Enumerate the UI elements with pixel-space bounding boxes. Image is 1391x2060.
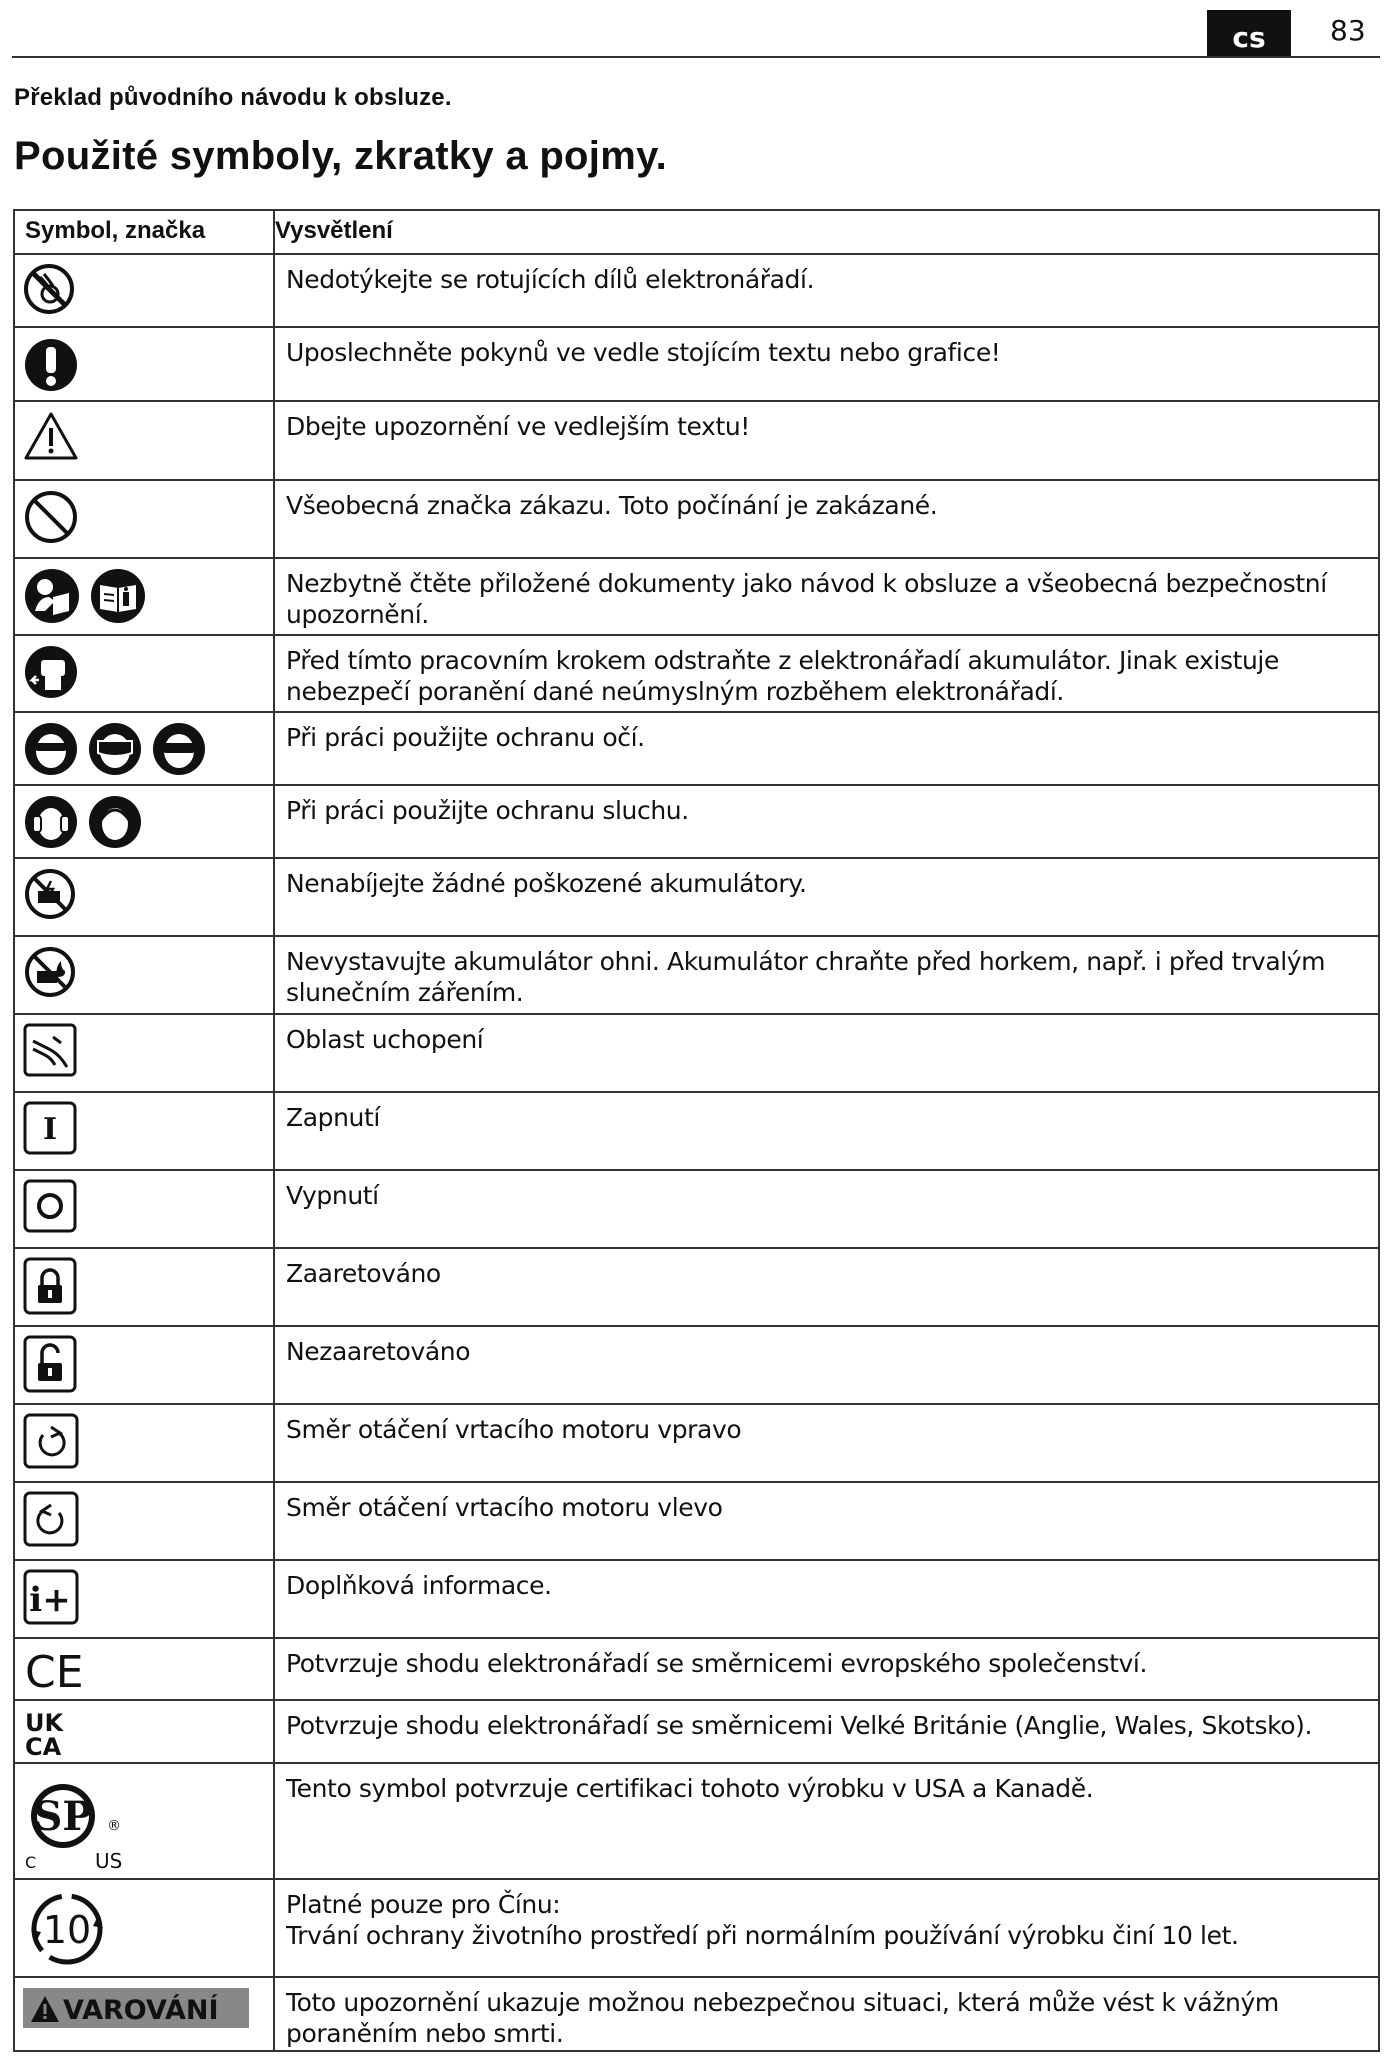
svg-text:US: US xyxy=(95,1849,123,1872)
svg-text:SP: SP xyxy=(33,1793,93,1840)
row-text: Uposlechněte pokynů ve vedle stojícím textu nebo grafice! xyxy=(274,327,1379,401)
prohibition-icon xyxy=(23,489,79,545)
switch-off-icon xyxy=(23,1179,77,1233)
grip-area-icon xyxy=(23,1023,77,1077)
table-row xyxy=(14,480,1379,558)
row-text: Tento symbol potvrzuje certifikaci tohoto výrobku v USA a Kanadě. xyxy=(274,1763,1379,1879)
table-row xyxy=(14,327,1379,401)
table-row xyxy=(14,635,1379,712)
ear-protection-icon xyxy=(23,794,79,850)
svg-text:CE: CE xyxy=(25,1647,84,1693)
svg-text:VAROVÁNÍ: VAROVÁNÍ xyxy=(63,1995,219,2026)
row-text: Směr otáčení vrtacího motoru vlevo xyxy=(274,1482,1379,1560)
document-subtitle: Překlad původního návodu k obsluze. xyxy=(14,84,452,111)
table-row xyxy=(14,1404,1379,1482)
table-row xyxy=(14,1248,1379,1326)
page-title: Použité symboly, zkratky a pojmy. xyxy=(14,134,668,178)
header-rule xyxy=(12,56,1380,58)
row-text: Při práci použijte ochranu očí. xyxy=(274,712,1379,785)
table-row xyxy=(14,1879,1379,1977)
row-text: Nenabíjejte žádné poškozené akumulátory. xyxy=(274,858,1379,936)
rotate-right-icon xyxy=(23,1413,79,1469)
rotate-left-icon xyxy=(23,1491,79,1547)
row-text: Směr otáčení vrtacího motoru vpravo xyxy=(274,1404,1379,1482)
row-text: Nevystavujte akumulátor ohni. Akumulátor chraňte před horkem, např. i před trvalým slunečním zářením. xyxy=(274,936,1379,1014)
row-text: Potvrzuje shodu elektronářadí se směrnicemi Velké Británie (Anglie, Wales, Skotsko). xyxy=(274,1700,1379,1763)
eye-protection-icon xyxy=(23,721,79,777)
row-text: Nezbytně čtěte přiložené dokumenty jako návod k obsluze a všeobecná bezpečnostní upozornění. xyxy=(274,558,1379,635)
china-10-years-icon xyxy=(23,1888,111,1970)
table-row xyxy=(14,1560,1379,1638)
row-text: Platné pouze pro Čínu: Trvání ochrany životního prostředí při normálním používání výrobku činí 10 let. xyxy=(274,1879,1379,1977)
ukca-mark-icon xyxy=(23,1709,73,1759)
no-fire-battery-icon xyxy=(23,945,77,999)
table-row xyxy=(14,785,1379,858)
language-badge: cs xyxy=(1207,10,1291,58)
info-plus-icon xyxy=(23,1569,79,1625)
table-row xyxy=(14,1170,1379,1248)
locked-icon xyxy=(23,1257,77,1315)
row-text: Doplňková informace. xyxy=(274,1560,1379,1638)
no-damaged-battery-charging-icon xyxy=(23,867,77,921)
manual-book-icon xyxy=(89,567,147,625)
row-text: Dbejte upozornění ve vedlejším textu! xyxy=(274,401,1379,480)
table-row xyxy=(14,1763,1379,1879)
table-row xyxy=(14,1700,1379,1763)
table-row xyxy=(14,858,1379,936)
row-text: Oblast uchopení xyxy=(274,1014,1379,1092)
ear-muffs-icon xyxy=(87,794,143,850)
remove-battery-icon xyxy=(23,644,79,700)
row-text: Toto upozornění ukazuje možnou nebezpečnou situaci, která může vést k vážným poraněním nebo smrti. xyxy=(274,1977,1379,2051)
table-row xyxy=(14,1014,1379,1092)
svg-text:C: C xyxy=(25,1853,37,1872)
svg-text:CA: CA xyxy=(25,1733,62,1759)
face-shield-icon xyxy=(87,721,143,777)
table-row xyxy=(14,936,1379,1014)
table-row xyxy=(14,1092,1379,1170)
svg-text:10: 10 xyxy=(42,1908,92,1952)
table-row xyxy=(14,1326,1379,1404)
ce-mark-icon xyxy=(23,1647,87,1693)
row-text: Vypnutí xyxy=(274,1170,1379,1248)
warning-label-icon xyxy=(23,1986,249,2032)
row-text: Všeobecná značka zákazu. Toto počínání je zakázané. xyxy=(274,480,1379,558)
table-row xyxy=(14,1977,1379,2051)
do-not-touch-rotating-icon xyxy=(23,263,75,315)
exclamation-icon xyxy=(23,336,79,394)
symbols-table xyxy=(13,209,1380,2052)
row-text: Při práci použijte ochranu sluchu. xyxy=(274,785,1379,858)
svg-text:®: ® xyxy=(107,1818,121,1834)
row-text: Potvrzuje shodu elektronářadí se směrnicemi evropského společenství. xyxy=(274,1638,1379,1700)
row-text: Nedotýkejte se rotujících dílů elektronářadí. xyxy=(274,254,1379,327)
csa-mark-icon xyxy=(23,1772,133,1872)
goggles-icon xyxy=(151,721,207,777)
table-row xyxy=(14,558,1379,635)
row-text: Zapnutí xyxy=(274,1092,1379,1170)
page-number: 83 xyxy=(1330,14,1366,47)
table-row xyxy=(14,254,1379,327)
column-header-explanation: Vysvětlení xyxy=(274,210,1379,254)
warning-triangle-icon xyxy=(23,410,79,462)
column-header-symbol: Symbol, značka xyxy=(14,210,274,254)
unlocked-icon xyxy=(23,1335,77,1393)
row-text: Zaaretováno xyxy=(274,1248,1379,1326)
switch-on-icon xyxy=(23,1101,77,1155)
read-manual-icon xyxy=(23,567,81,625)
svg-text:I: I xyxy=(42,1112,58,1147)
row-text: Před tímto pracovním krokem odstraňte z elektronářadí akumulátor. Jinak existuje nebezpečí poranění dané neúmyslným rozběhem elektronářadí. xyxy=(274,635,1379,712)
svg-text:i+: i+ xyxy=(29,1580,71,1620)
table-row xyxy=(14,712,1379,785)
table-row xyxy=(14,1482,1379,1560)
table-row xyxy=(14,401,1379,480)
table-row xyxy=(14,1638,1379,1700)
row-text: Nezaaretováno xyxy=(274,1326,1379,1404)
svg-text:UK: UK xyxy=(25,1709,64,1737)
